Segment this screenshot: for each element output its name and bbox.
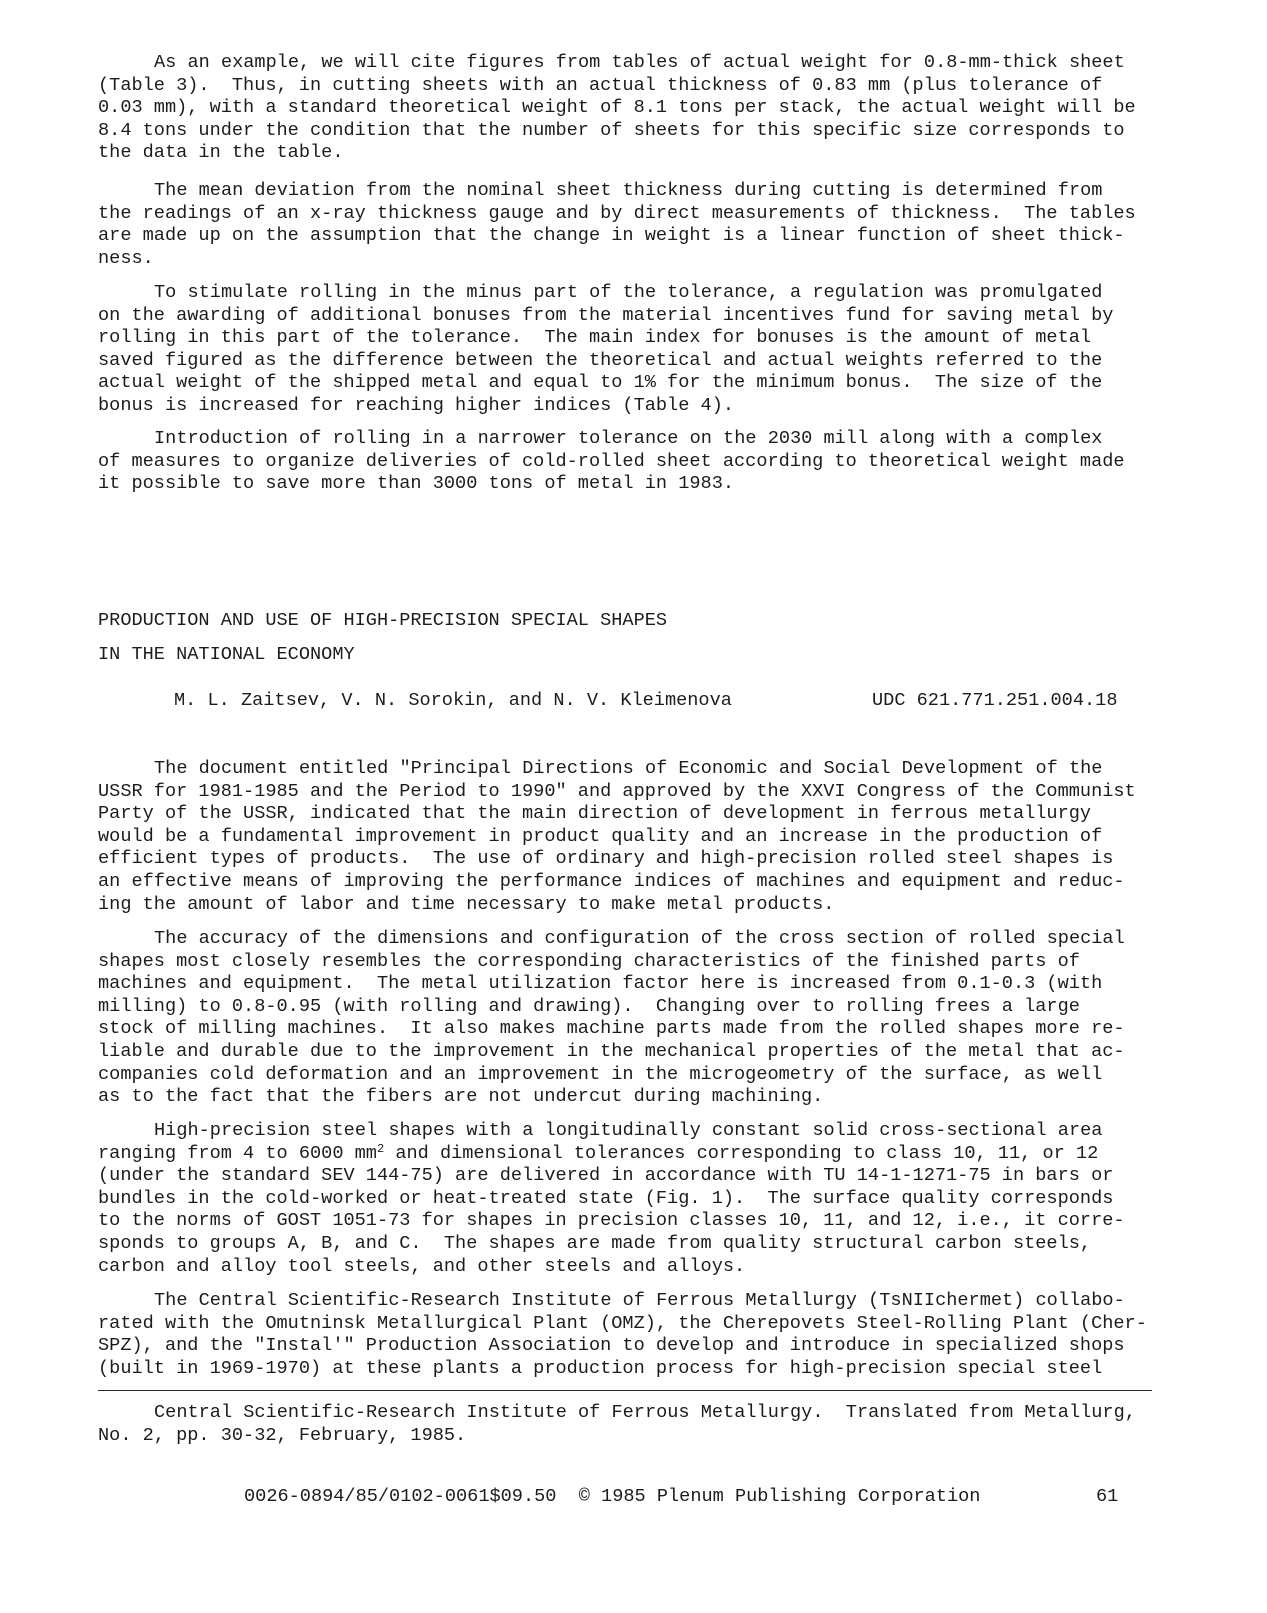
prev-paragraph-4 — [98, 428, 1160, 496]
footnote — [98, 1402, 1160, 1447]
text-line: 8.4 tons under the condition that the number of sheets for this specific size corresponds to — [98, 119, 1125, 141]
udc-code: UDC 621.771.251.004.18 — [872, 690, 1118, 711]
text-line: the data in the table. — [98, 142, 344, 164]
text-line: sponds to groups A, B, and C. The shapes are made from quality structural carbon steels, — [98, 1232, 1092, 1254]
text-line: ness. — [98, 247, 154, 269]
text-line: (built in 1969-1970) at these plants a production process for high-precision special steel — [98, 1357, 1103, 1379]
text-line: saved figured as the difference between the theoretical and actual weights referred to the — [98, 349, 1103, 371]
text-line: rated with the Omutninsk Metallurgical Plant (OMZ), the Cherepovets Steel-Rolling Plant (Cher- — [98, 1312, 1147, 1334]
text-line: companies cold deformation and an improvement in the microgeometry of the surface, as well — [98, 1063, 1103, 1085]
text-line: liable and durable due to the improvement in the mechanical properties of the metal that ac- — [98, 1040, 1125, 1062]
article-title-line-1: PRODUCTION AND USE OF HIGH-PRECISION SPECIAL SHAPES — [98, 610, 668, 631]
text-line: it possible to save more than 3000 tons of metal in 1983. — [98, 473, 735, 495]
text-fragment: ranging from 4 to 6000 mm — [98, 1142, 377, 1164]
footnote-divider — [98, 1390, 1152, 1391]
copyright-code: 0026-0894/85/0102-0061$09.50 © 1985 Plenum Publishing Corporation — [244, 1486, 981, 1507]
text-fragment: and dimensional tolerances corresponding to class 10, 11, or 12 — [384, 1142, 1099, 1164]
text-line: USSR for 1981-1985 and the Period to 1990" and approved by the XXVI Congress of the Communist — [98, 780, 1136, 802]
body-paragraph-1 — [98, 758, 1160, 916]
text-line: bundles in the cold-worked or heat-treated state (Fig. 1). The surface quality corresponds — [98, 1187, 1114, 1209]
text-line: The mean deviation from the nominal sheet thickness during cutting is determined from — [154, 180, 1103, 201]
body-paragraph-4 — [98, 1290, 1160, 1380]
text-line: of measures to organize deliveries of cold-rolled sheet according to theoretical weight made — [98, 450, 1125, 472]
text-line: efficient types of products. The use of ordinary and high-precision rolled steel shapes is — [98, 848, 1114, 870]
body-paragraph-2 — [98, 928, 1160, 1109]
article-authors: M. L. Zaitsev, V. N. Sorokin, and N. V. Kleimenova — [174, 690, 732, 711]
text-line: SPZ), and the "Instal'" Production Association to develop and introduce in specialized shops — [98, 1335, 1125, 1357]
text-line: the readings of an x-ray thickness gauge and by direct measurements of thickness. The tables — [98, 202, 1136, 224]
text-line: carbon and alloy tool steels, and other steels and alloys. — [98, 1255, 746, 1277]
text-line: to the norms of GOST 1051-73 for shapes in precision classes 10, 11, and 12, i.e., it corre- — [98, 1210, 1125, 1232]
page-number: 61 — [1096, 1486, 1119, 1507]
body-paragraph-3 — [98, 1120, 1160, 1278]
text-line: To stimulate rolling in the minus part of the tolerance, a regulation was promulgated — [154, 282, 1103, 303]
text-line: rolling in this part of the tolerance. The main index for bonuses is the amount of metal — [98, 327, 1092, 349]
text-line-with-superscript — [98, 1143, 1160, 1166]
text-line: milling) to 0.8-0.95 (with rolling and drawing). Changing over to rolling frees a large — [98, 995, 1080, 1017]
text-line: (under the standard SEV 144-75) are delivered in accordance with TU 14-1-1271-75 in bars or — [98, 1165, 1114, 1187]
text-line: Party of the USSR, indicated that the main direction of development in ferrous metallurgy — [98, 803, 1092, 825]
text-line: As an example, we will cite figures from tables of actual weight for 0.8-mm-thick sheet — [154, 52, 1125, 73]
text-line: bonus is increased for reaching higher indices (Table 4). — [98, 394, 735, 416]
text-line: High-precision steel shapes with a longitudinally constant solid cross-sectional area — [154, 1120, 1103, 1141]
superscript: 2 — [376, 1141, 385, 1156]
text-line: Introduction of rolling in a narrower tolerance on the 2030 mill along with a complex — [154, 428, 1103, 449]
text-line: machines and equipment. The metal utilization factor here is increased from 0.1-0.3 (with — [98, 973, 1103, 995]
text-line: The accuracy of the dimensions and configuration of the cross section of rolled special — [154, 928, 1125, 949]
text-line: ing the amount of labor and time necessary to make metal products. — [98, 893, 835, 915]
text-line: actual weight of the shipped metal and equal to 1% for the minimum bonus. The size of the — [98, 372, 1103, 394]
text-line: 0.03 mm), with a standard theoretical weight of 8.1 tons per stack, the actual weight will be — [98, 97, 1136, 119]
text-line: on the awarding of additional bonuses from the material incentives fund for saving metal by — [98, 304, 1114, 326]
text-line: are made up on the assumption that the change in weight is a linear function of sheet thick- — [98, 225, 1125, 247]
prev-paragraph-1 — [98, 52, 1160, 165]
text-line: stock of milling machines. It also makes machine parts made from the rolled shapes more re- — [98, 1018, 1125, 1040]
text-line: an effective means of improving the performance indices of machines and equipment and reduc- — [98, 870, 1125, 892]
text-line: Central Scientific-Research Institute of Ferrous Metallurgy. Translated from Metallurg, — [154, 1402, 1136, 1423]
article-title-line-2: IN THE NATIONAL ECONOMY — [98, 644, 355, 665]
text-line: (Table 3). Thus, in cutting sheets with an actual thickness of 0.83 mm (plus tolerance of — [98, 74, 1103, 96]
text-line: The document entitled "Principal Directions of Economic and Social Development of the — [154, 758, 1103, 779]
text-line: shapes most closely resembles the corresponding characteristics of the finished parts of — [98, 950, 1080, 972]
text-line: as to the fact that the fibers are not undercut during machining. — [98, 1086, 824, 1108]
text-line: No. 2, pp. 30-32, February, 1985. — [98, 1424, 467, 1446]
prev-paragraph-3 — [98, 282, 1160, 418]
prev-paragraph-2 — [98, 180, 1160, 270]
text-line: would be a fundamental improvement in product quality and an increase in the production of — [98, 825, 1103, 847]
text-line: The Central Scientific-Research Institute of Ferrous Metallurgy (TsNIIchermet) collabo- — [154, 1290, 1125, 1311]
